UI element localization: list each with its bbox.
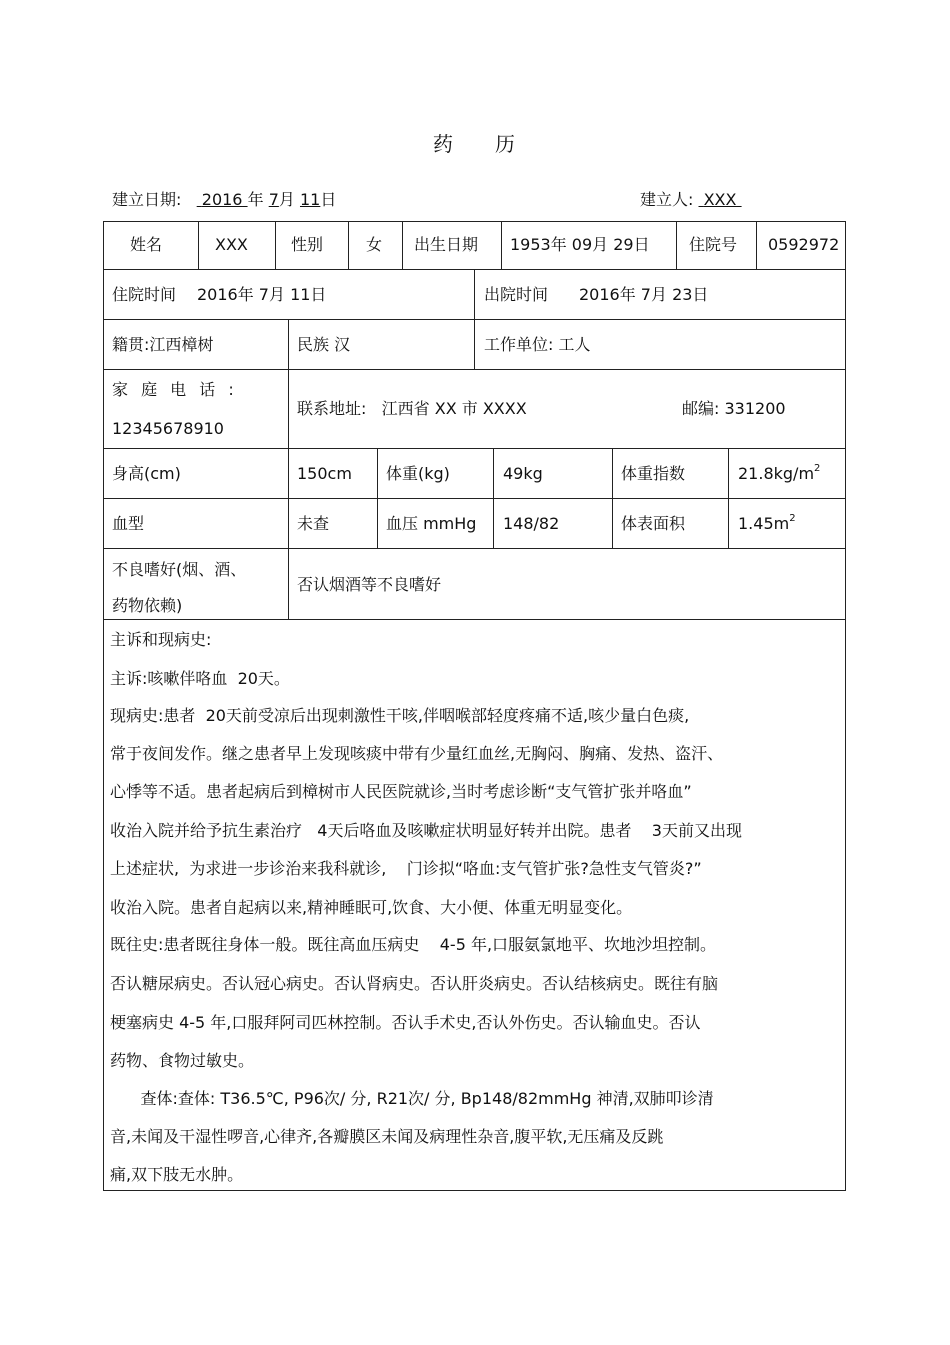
history-line: 主诉和现病史:: [110, 630, 212, 649]
history-line: 收治入院并给予抗生素治疗 4天后咯血及咳嗽症状明显好转并出院。患者 3天前又出现: [110, 821, 742, 840]
height-label: 身高(cm): [112, 464, 181, 483]
bsa-label: 体表面积: [621, 514, 686, 533]
name-label: 姓名: [130, 235, 163, 254]
page-title: [0, 128, 950, 157]
title-char-1: 药: [433, 132, 455, 156]
history-line: 音,未闻及干湿性啰音,心律齐,各瓣膜区未闻及病理性杂音,腹平软,无压痛及反跳: [110, 1127, 664, 1146]
history-line: 查体:查体: T36.5℃, P96次/ 分, R21次/ 分, Bp148/82mmHg 神清,双肺叩诊清: [110, 1089, 714, 1108]
name-value: XXX: [215, 235, 248, 254]
phone-value: 12345678910: [112, 419, 224, 438]
weight-label: 体重(kg): [386, 464, 450, 483]
bp-label: 血压 mmHg: [386, 514, 477, 533]
address: 联系地址: 江西省 XX 市 XXXX: [297, 399, 527, 418]
history-line: 主诉:咳嗽伴咯血 20天。: [110, 669, 290, 688]
habit-label-line2: 药物依赖): [112, 596, 183, 615]
phone-label: 家 庭 电 话 :: [112, 380, 238, 399]
date-month: 7: [268, 190, 279, 209]
inpatient-value: 0592972: [768, 235, 840, 254]
admit-label: 住院时间: [112, 285, 177, 304]
sex-label: 性别: [291, 235, 324, 254]
blood-type-label: 血型: [112, 514, 145, 533]
history-line: 痛,双下肢无水肿。: [110, 1165, 244, 1184]
birth-label: 出生日期: [414, 235, 479, 254]
year-unit: 年: [247, 190, 264, 209]
history-line: 上述症状, 为求进一步诊治来我科就诊, 门诊拟“咯血:支气管扩张?急性支气管炎?”: [110, 859, 702, 878]
history-line: 药物、食物过敏史。: [110, 1051, 255, 1070]
habit-label-line1: 不良嗜好(烟、酒、: [112, 560, 247, 579]
discharge-label: 出院时间: [484, 285, 549, 304]
bp-value: 148/82: [503, 514, 560, 533]
ethnicity: 民族 汉: [297, 335, 351, 354]
history-line: 梗塞病史 4-5 年,口服拜阿司匹林控制。否认手术史,否认外伤史。否认输血史。否认: [110, 1013, 701, 1032]
history-line: 既往史:患者既往身体一般。既往高血压病史 4-5 年,口服氨氯地平、坎地沙坦控制。: [110, 935, 717, 954]
created-date: [112, 187, 336, 210]
sex-value: 女: [366, 235, 383, 254]
discharge-value: 2016年 7月 23日: [579, 285, 709, 304]
bsa-value: $1.45m^2$: [738, 513, 796, 533]
date-year: 2016: [201, 190, 243, 209]
date-label: 建立日期:: [112, 190, 182, 209]
bmi-value: $21.8kg/m^2$: [738, 463, 821, 483]
history-line: 心悸等不适。患者起病后到樟树市人民医院就诊,当时考虑诊断“支气管扩张并咯血”: [110, 782, 692, 801]
zip-code: 邮编: 331200: [682, 399, 786, 418]
native-place: 籍贯:江西樟树: [112, 335, 214, 354]
habit-value: 否认烟酒等不良嗜好: [297, 575, 442, 594]
admit-value: 2016年 7月 11日: [197, 285, 327, 304]
creator-value: XXX: [703, 190, 737, 209]
date-day: 11: [299, 190, 321, 209]
blood-type-value: 未查: [297, 514, 330, 533]
history-line: 否认糖尿病史。否认冠心病史。否认肾病史。否认肝炎病史。否认结核病史。既往有脑: [110, 974, 719, 993]
title-char-2: 历: [495, 132, 517, 156]
birth-value: 1953年 09月 29日: [510, 235, 650, 254]
history-line: 现病史:患者 20天前受凉后出现刺激性干咳,伴咽喉部轻度疼痛不适,咳少量白色痰,: [110, 706, 690, 725]
workplace: 工作单位: 工人: [484, 335, 591, 354]
history-line: 常于夜间发作。继之患者早上发现咳痰中带有少量红血丝,无胸闷、胸痛、发热、盗汗、: [110, 744, 724, 763]
creator-label: 建立人:: [640, 190, 694, 209]
bmi-label: 体重指数: [621, 464, 686, 483]
month-unit: 月: [278, 190, 295, 209]
height-value: 150cm: [297, 464, 352, 483]
creator: [640, 187, 742, 210]
weight-value: 49kg: [503, 464, 543, 483]
inpatient-label: 住院号: [689, 235, 738, 254]
day-unit: 日: [320, 190, 337, 209]
history-line: 收治入院。患者自起病以来,精神睡眠可,饮食、大小便、体重无明显变化。: [110, 898, 633, 917]
